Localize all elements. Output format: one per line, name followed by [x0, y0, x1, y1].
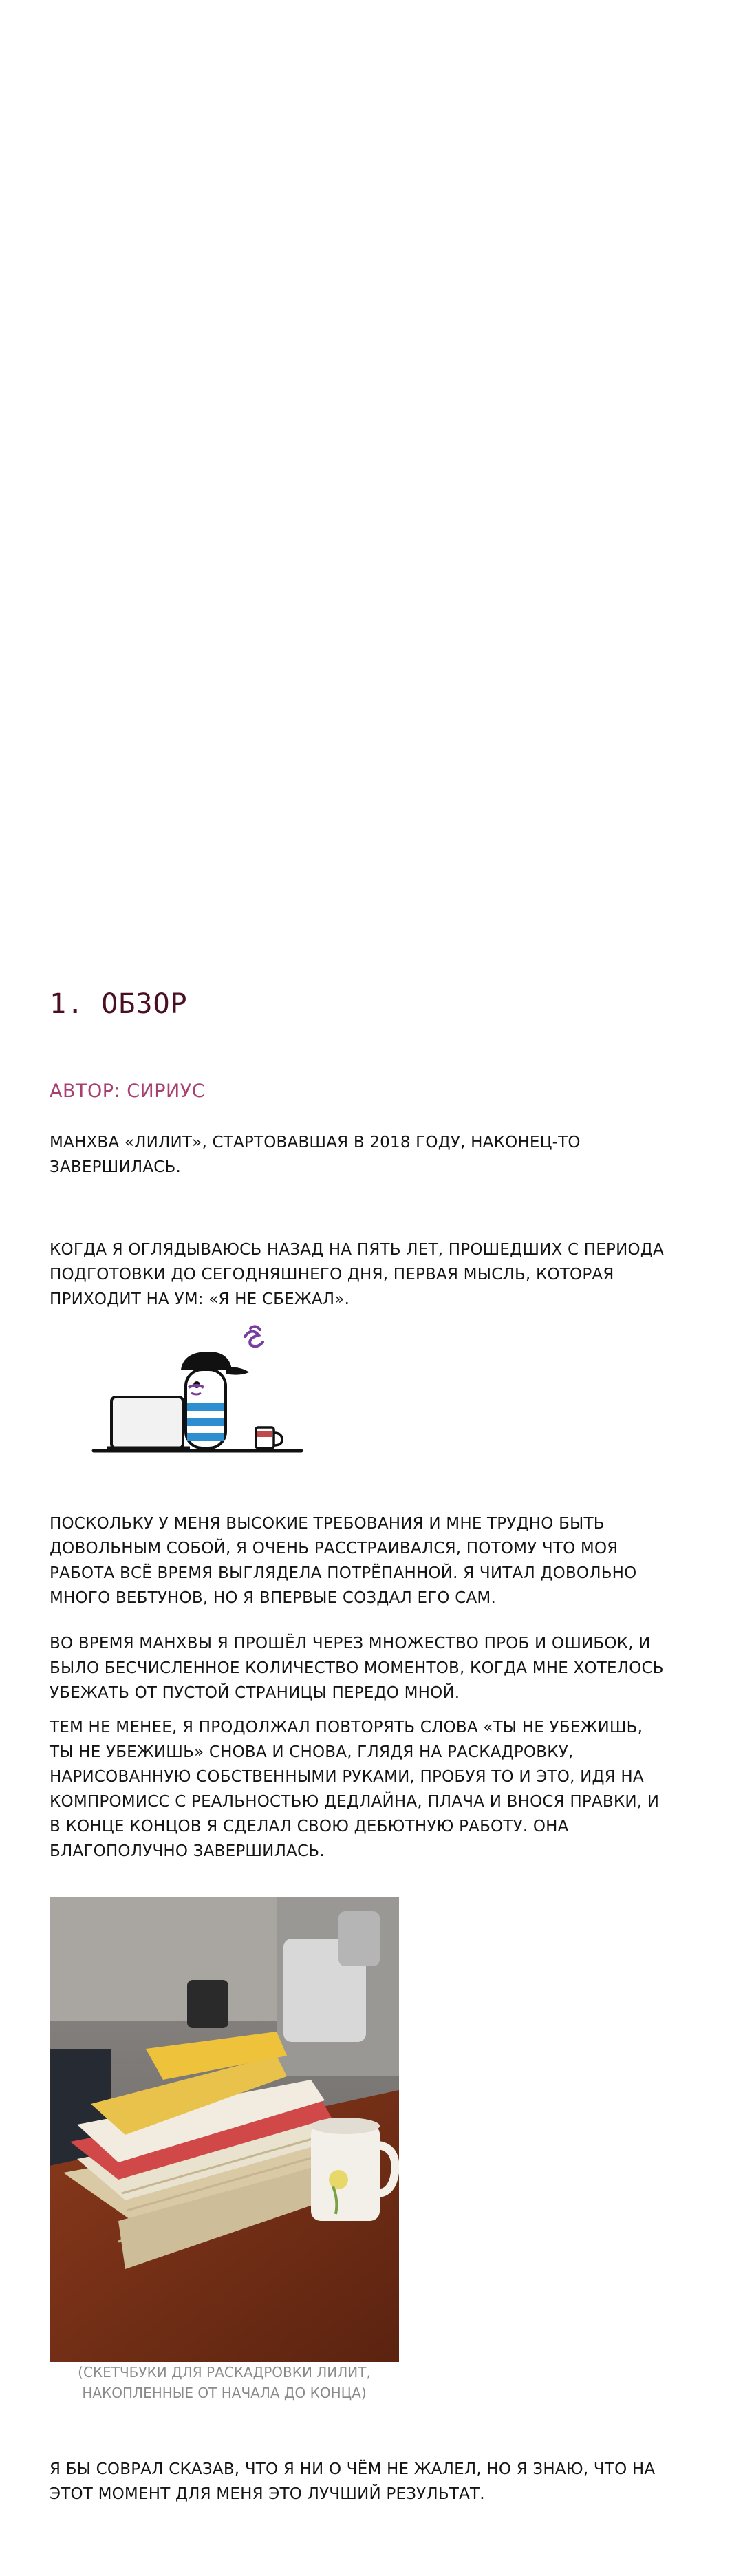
stress-scribble-icon — [245, 1326, 263, 1346]
sketchbooks-photo — [50, 1897, 399, 2362]
photo-caption — [50, 2362, 399, 2403]
author-label: АВТОР: СИРИУС — [50, 1081, 206, 1102]
paragraph-intro: МАНХВА «ЛИЛИТ», СТАРТОВАВШАЯ В 2018 ГОДУ, НАКОНЕЦ-ТО ЗАВЕРШИЛАСЬ. — [50, 1133, 581, 1176]
caption-line-1: (СКЕТЧБУКИ ДЛЯ РАСКАДРОВКИ ЛИЛИТ, — [78, 2364, 371, 2381]
laptop-icon — [107, 1397, 190, 1448]
paragraph-persistence: ТЕМ НЕ МЕНЕЕ, Я ПРОДОЛЖАЛ ПОВТОРЯТЬ СЛОВА «ТЫ НЕ УБЕЖИШЬ, ТЫ НЕ УБЕЖИШЬ» СНОВА И СНОВА, ГЛЯДЯ НА РАСКАДРОВКУ, НАРИСОВАННУЮ СОБСТВЕННЫМИ РУКАМИ, ПРОБУЯ ТО И ЭТО, ИДЯ НА КОМПРОМИСС С РЕАЛЬНОСТЬЮ ДЕДЛАЙНА, ПЛАЧА И ВНОСЯ ПРАВКИ, И В КОНЦЕ КОНЦОВ Я СДЕЛАЛ СВОЮ ДЕБЮТНУЮ РАБОТУ. ОНА БЛАГОПОЛУЧНО ЗАВЕРШИЛАСЬ. — [50, 1718, 660, 1860]
paragraph-high-standards: ПОСКОЛЬКУ У МЕНЯ ВЫСОКИЕ ТРЕБОВАНИЯ И МНЕ ТРУДНО БЫТЬ ДОВОЛЬНЫМ СОБОЙ, Я ОЧЕНЬ РАССТРАИВАЛСЯ, ПОТОМУ ЧТО МОЯ РАБОТА ВСЁ ВРЕМЯ ВЫГЛЯДЕЛА ПОТРЁПАННОЙ. Я ЧИТАЛ ДОВОЛЬНО МНОГО ВЕБТУНОВ, НО Я ВПЕРВЫЕ СОЗДАЛ ЕГО САМ. — [50, 1515, 637, 1607]
mug-icon — [256, 1427, 282, 1448]
paragraph-looking-back: КОГДА Я ОГЛЯДЫВАЮСЬ НАЗАД НА ПЯТЬ ЛЕТ, ПРОШЕДШИХ С ПЕРИОДА ПОДГОТОВКИ ДО СЕГОДНЯШНЕГО ДНЯ, ПЕРВАЯ МЫСЛЬ, КОТОРАЯ ПРИХОДИТ НА УМ: «Я НЕ СБЕЖАЛ». — [50, 1241, 664, 1308]
paragraph-conclusion: Я БЫ СОВРАЛ СКАЗАВ, ЧТО Я НИ О ЧЁМ НЕ ЖАЛЕЛ, НО Я ЗНАЮ, ЧТО НА ЭТОТ МОМЕНТ ДЛЯ МЕНЯ ЭТО ЛУЧШИЙ РЕЗУЛЬТАТ. — [50, 2460, 656, 2503]
paragraph-trial-and-error: ВО ВРЕМЯ МАНХВЫ Я ПРОШЁЛ ЧЕРЕЗ МНОЖЕСТВО ПРОБ И ОШИБОК, И БЫЛО БЕСЧИСЛЕННОЕ КОЛИЧЕСТВО МОМЕНТОВ, КОГДА МНЕ ХОТЕЛОСЬ УБЕЖАТЬ ОТ ПУСТОЙ СТРАНИЦЫ ПЕРЕДО МНОЙ. — [50, 1635, 664, 1702]
cap-icon — [181, 1352, 232, 1370]
caption-line-2: НАКОПЛЕННЫЕ ОТ НАЧАЛА ДО КОНЦА) — [82, 2385, 367, 2401]
section-title: 1. ОБЗОР — [50, 988, 188, 1020]
character-at-laptop-illustration — [88, 1321, 308, 1473]
